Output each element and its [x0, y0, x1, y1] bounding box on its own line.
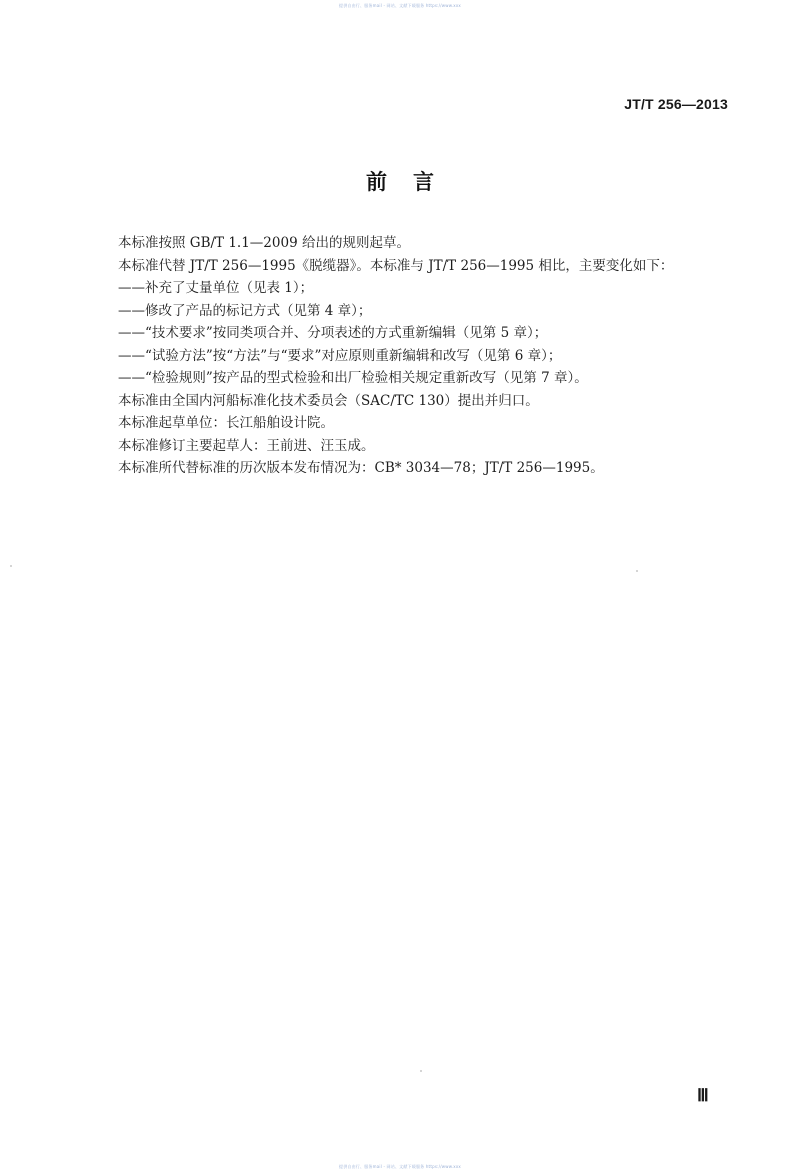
body-line: ——“检验规则”按产品的型式检验和出厂检验相关规定重新改写（见第 7 章）。: [118, 370, 588, 386]
body-line: 本标准起草单位：长江船舶设计院。: [118, 415, 334, 431]
watermark-bottom: 提供自由行、服务mail - 网站、文献下载服务 https://www.xxx: [339, 1164, 461, 1169]
body-line: 本标准代替 JT/T 256—1995《脱缆器》。本标准与 JT/T 256—1995 相比，主要变化如下：: [118, 257, 674, 274]
body-line: ——“试验方法”按“方法”与“要求”对应原则重新编辑和改写（见第 6 章）；: [118, 347, 562, 364]
standard-number: JT/T 256—2013: [624, 96, 728, 112]
body-line: 本标准由全国内河船标准化技术委员会（SAC/TC 130）提出并归口。: [118, 392, 539, 409]
foreword-body: [118, 232, 738, 480]
body-line: ——修改了产品的标记方式（见第 4 章）；: [118, 302, 372, 319]
body-line: ——补充了丈量单位（见表 1）；: [118, 280, 314, 296]
scan-speck: [10, 565, 12, 567]
body-line: 本标准所代替标准的历次版本发布情况为：CB* 3034—78；JT/T 256—1995。: [118, 460, 604, 476]
scan-speck: [636, 570, 638, 572]
body-line: 本标准修订主要起草人：王前进、汪玉成。: [118, 437, 375, 454]
page-title: 前言: [366, 170, 460, 194]
body-line: 本标准按照 GB/T 1.1—2009 给出的规则起草。: [118, 235, 410, 251]
body-line: ——“技术要求”按同类项合并、分项表述的方式重新编辑（见第 5 章）；: [118, 325, 548, 341]
watermark-top: 提供自由行、服务mail - 网站、文献下载服务 https://www.xxx: [339, 3, 461, 8]
page-number: Ⅲ: [697, 1086, 709, 1105]
scan-speck: [420, 1070, 422, 1072]
